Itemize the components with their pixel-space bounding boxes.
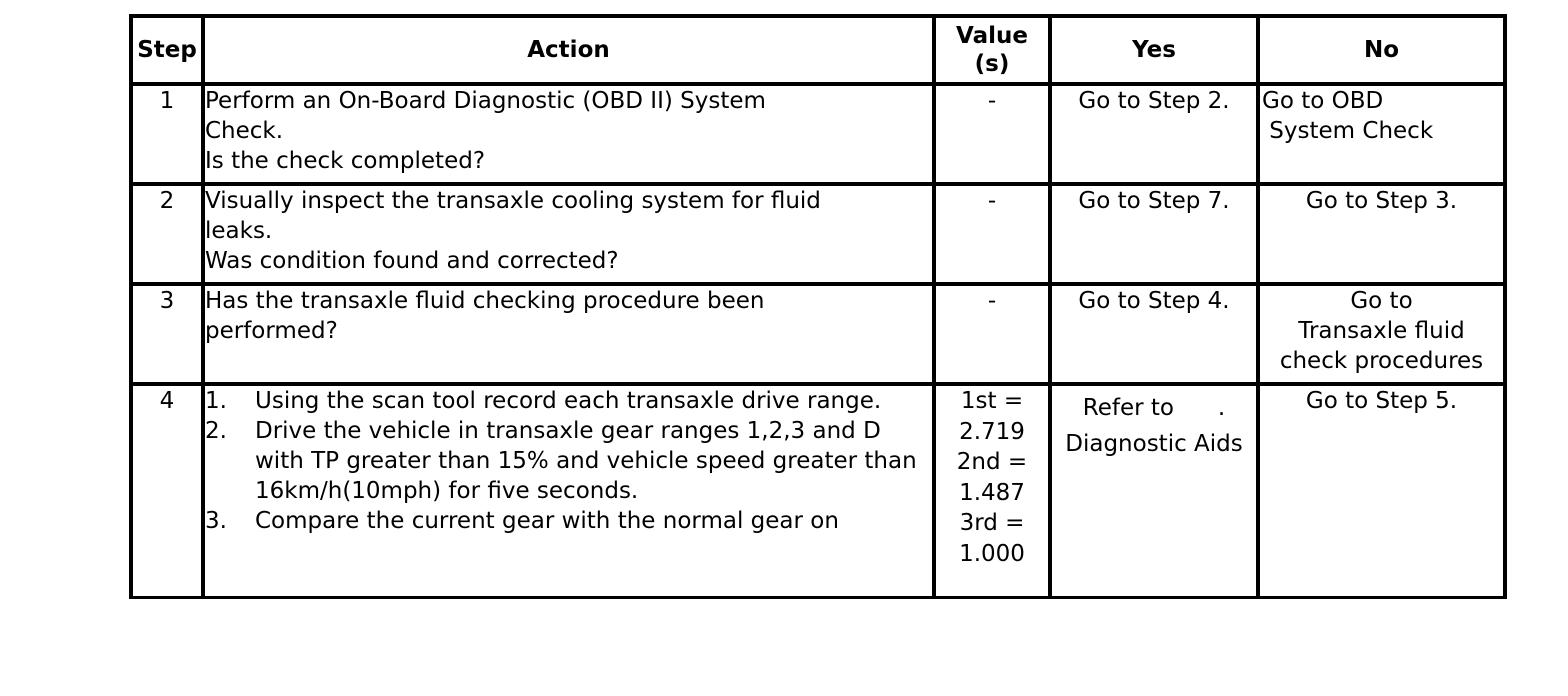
yes-cell: Go to Step 7. — [1050, 184, 1258, 284]
yes-line: Diagnostic Aids — [1065, 431, 1243, 457]
step-number: 3 — [131, 284, 203, 384]
value-cell — [934, 384, 1050, 598]
yes-cell — [1050, 384, 1258, 598]
no-line: System Check — [1262, 118, 1434, 144]
no-line: Go to OBD — [1262, 88, 1384, 114]
action-line: Check. — [205, 118, 284, 144]
list-item-text: Compare the current gear with the normal gear on — [255, 508, 839, 534]
action-line: performed? — [205, 318, 338, 344]
value-line: 2nd = — [956, 449, 1028, 475]
header-step: Step — [131, 16, 203, 84]
value-cell: - — [934, 184, 1050, 284]
no-line: Go to — [1350, 288, 1413, 314]
table-row — [131, 84, 1505, 184]
value-line: 1.000 — [959, 540, 1025, 567]
action-line: Is the check completed? — [205, 148, 486, 174]
header-no: No — [1258, 16, 1505, 84]
no-line: Transaxle fluid — [1298, 318, 1465, 344]
yes-line: Refer to . — [1082, 395, 1226, 421]
action-cell — [203, 284, 934, 384]
action-step-list — [205, 386, 932, 536]
yes-cell: Go to Step 2. — [1050, 84, 1258, 184]
action-line: Has the transaxle fluid checking procedure been — [205, 288, 765, 314]
header-value: Value (s) — [934, 16, 1050, 84]
diagnostic-table — [129, 14, 1507, 599]
action-cell — [203, 184, 934, 284]
value-cell: - — [934, 84, 1050, 184]
step-number: 4 — [131, 384, 203, 598]
no-line: check procedures — [1279, 348, 1484, 374]
list-item-number: 3. — [205, 508, 227, 534]
list-item — [205, 506, 932, 536]
step-number: 2 — [131, 184, 203, 284]
action-line: Visually inspect the transaxle cooling system for fluid — [205, 188, 821, 214]
yes-cell: Go to Step 4. — [1050, 284, 1258, 384]
value-line: 2.719 — [959, 418, 1025, 445]
list-item — [205, 416, 932, 506]
header-action: Action — [203, 16, 934, 84]
list-item-number: 1. — [205, 388, 227, 414]
no-cell — [1258, 84, 1505, 184]
value-cell: - — [934, 284, 1050, 384]
list-item-number: 2. — [205, 418, 227, 444]
list-item — [205, 386, 932, 416]
action-cell — [203, 384, 934, 598]
no-cell: Go to Step 3. — [1258, 184, 1505, 284]
action-cell — [203, 84, 934, 184]
value-line: 1st = — [960, 388, 1024, 414]
action-line: Perform an On-Board Diagnostic (OBD II) System — [205, 88, 766, 114]
action-line: Was condition found and corrected? — [205, 248, 619, 274]
no-cell: Go to Step 5. — [1305, 388, 1458, 414]
list-item-text: Using the scan tool record each transaxle drive range. — [255, 388, 882, 414]
step-number: 1 — [131, 84, 203, 184]
no-cell — [1258, 284, 1505, 384]
list-item-text: Drive the vehicle in transaxle gear ranges 1,2,3 and D with TP greater than 15% and vehicle speed greater than 16km/h(10mph) for five seconds. — [255, 418, 917, 504]
value-line: 3rd = — [959, 510, 1025, 536]
table-row — [131, 184, 1505, 284]
action-line: leaks. — [205, 218, 273, 244]
diagnostic-aids-reference — [1052, 386, 1256, 462]
header-row — [131, 16, 1505, 84]
value-line: 1.487 — [959, 479, 1025, 506]
header-yes: Yes — [1050, 16, 1258, 84]
table-row — [131, 384, 1505, 598]
table-row — [131, 284, 1505, 384]
